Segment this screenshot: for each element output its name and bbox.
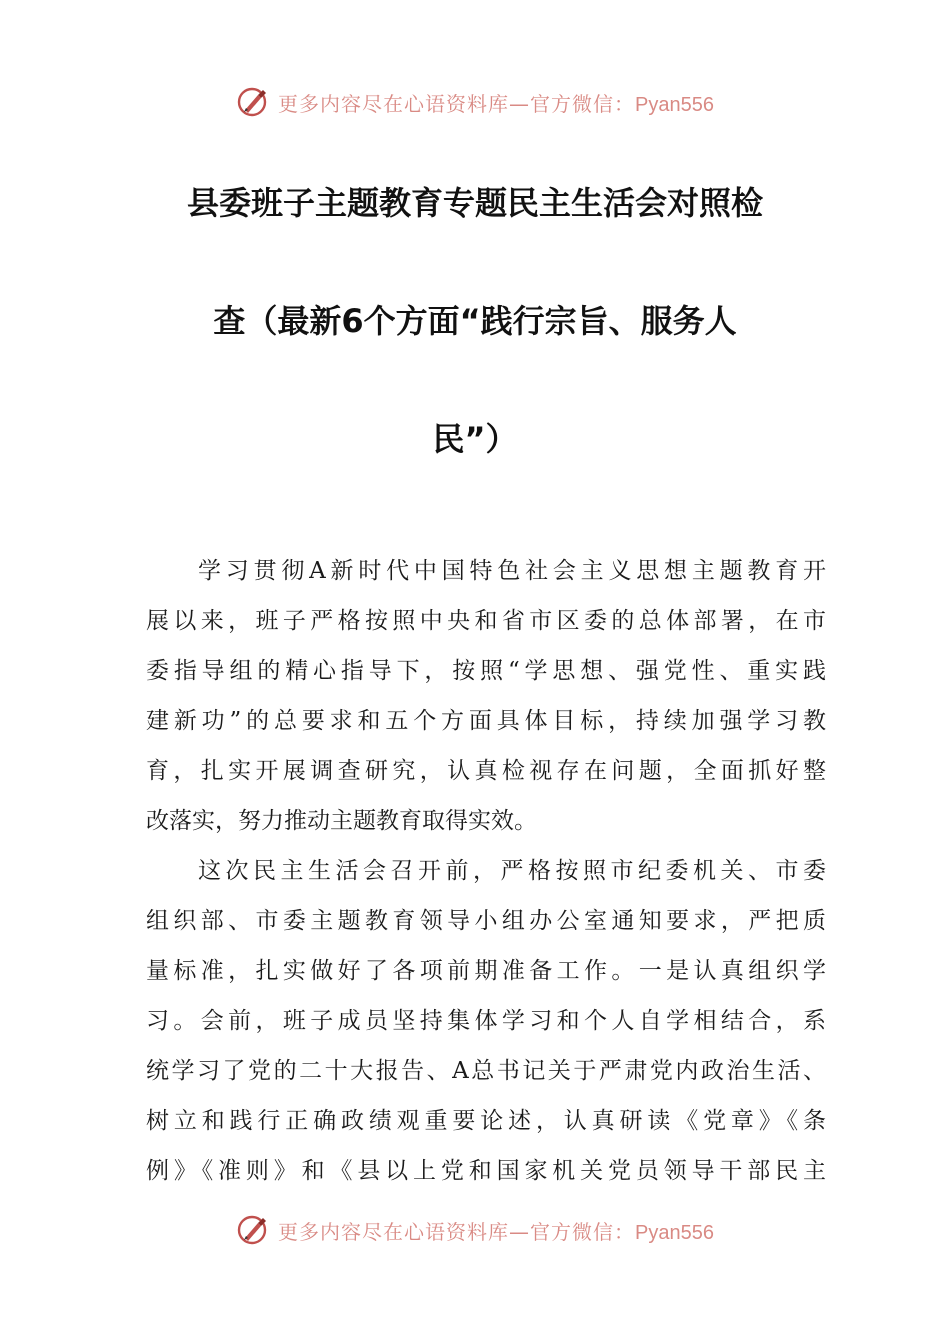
body-line: 量标准，扎实做好了各项前期准备工作。一是认真组织学 <box>146 958 826 984</box>
body-line: 例》《准则》和《县以上党和国家机关党员领导干部民主 <box>146 1158 826 1184</box>
document-title-line-1: 县委班子主题教育专题民主生活会对照检 <box>186 184 763 222</box>
pen-logo-icon <box>236 1213 270 1247</box>
watermark-text: 更多内容尽在心语资料库—官方微信： <box>278 1219 636 1244</box>
watermark-footer <box>0 1210 950 1250</box>
body-line: 习。会前，班子成员坚持集体学习和个人自学相结合，系 <box>146 1008 826 1034</box>
document-body <box>146 546 826 1196</box>
body-line: 这次民主生活会召开前，严格按照市纪委机关、市委 <box>198 858 826 884</box>
pen-logo-icon <box>236 85 270 119</box>
watermark-wechat-id: Pyan556 <box>635 93 714 116</box>
body-line: 育，扎实开展调查研究，认真检视存在问题，全面抓好整 <box>146 758 826 784</box>
document-title-line-3: 民”） <box>432 420 518 458</box>
watermark-text: 更多内容尽在心语资料库—官方微信： <box>278 91 636 116</box>
watermark-wechat-id: Pyan556 <box>635 1221 714 1244</box>
body-line: 委指导组的精心指导下，按照“学思想、强党性、重实践 <box>146 658 826 684</box>
body-line: 学习贯彻A新时代中国特色社会主义思想主题教育开 <box>198 558 826 584</box>
body-line: 改落实，努力推动主题教育取得实效。 <box>146 808 537 834</box>
body-line: 组织部、市委主题教育领导小组办公室通知要求，严把质 <box>146 908 826 934</box>
watermark-header <box>0 82 950 122</box>
body-line: 树立和践行正确政绩观重要论述，认真研读《党章》《条 <box>146 1108 826 1134</box>
body-line: 统学习了党的二十大报告、A总书记关于严肃党内政治生活、 <box>146 1058 826 1084</box>
body-line: 展以来，班子严格按照中央和省市区委的总体部署，在市 <box>146 608 826 634</box>
body-line: 建新功”的总要求和五个方面具体目标，持续加强学习教 <box>146 708 826 734</box>
document-title-line-2: 查（最新6个方面“践行宗旨、服务人 <box>213 302 737 340</box>
